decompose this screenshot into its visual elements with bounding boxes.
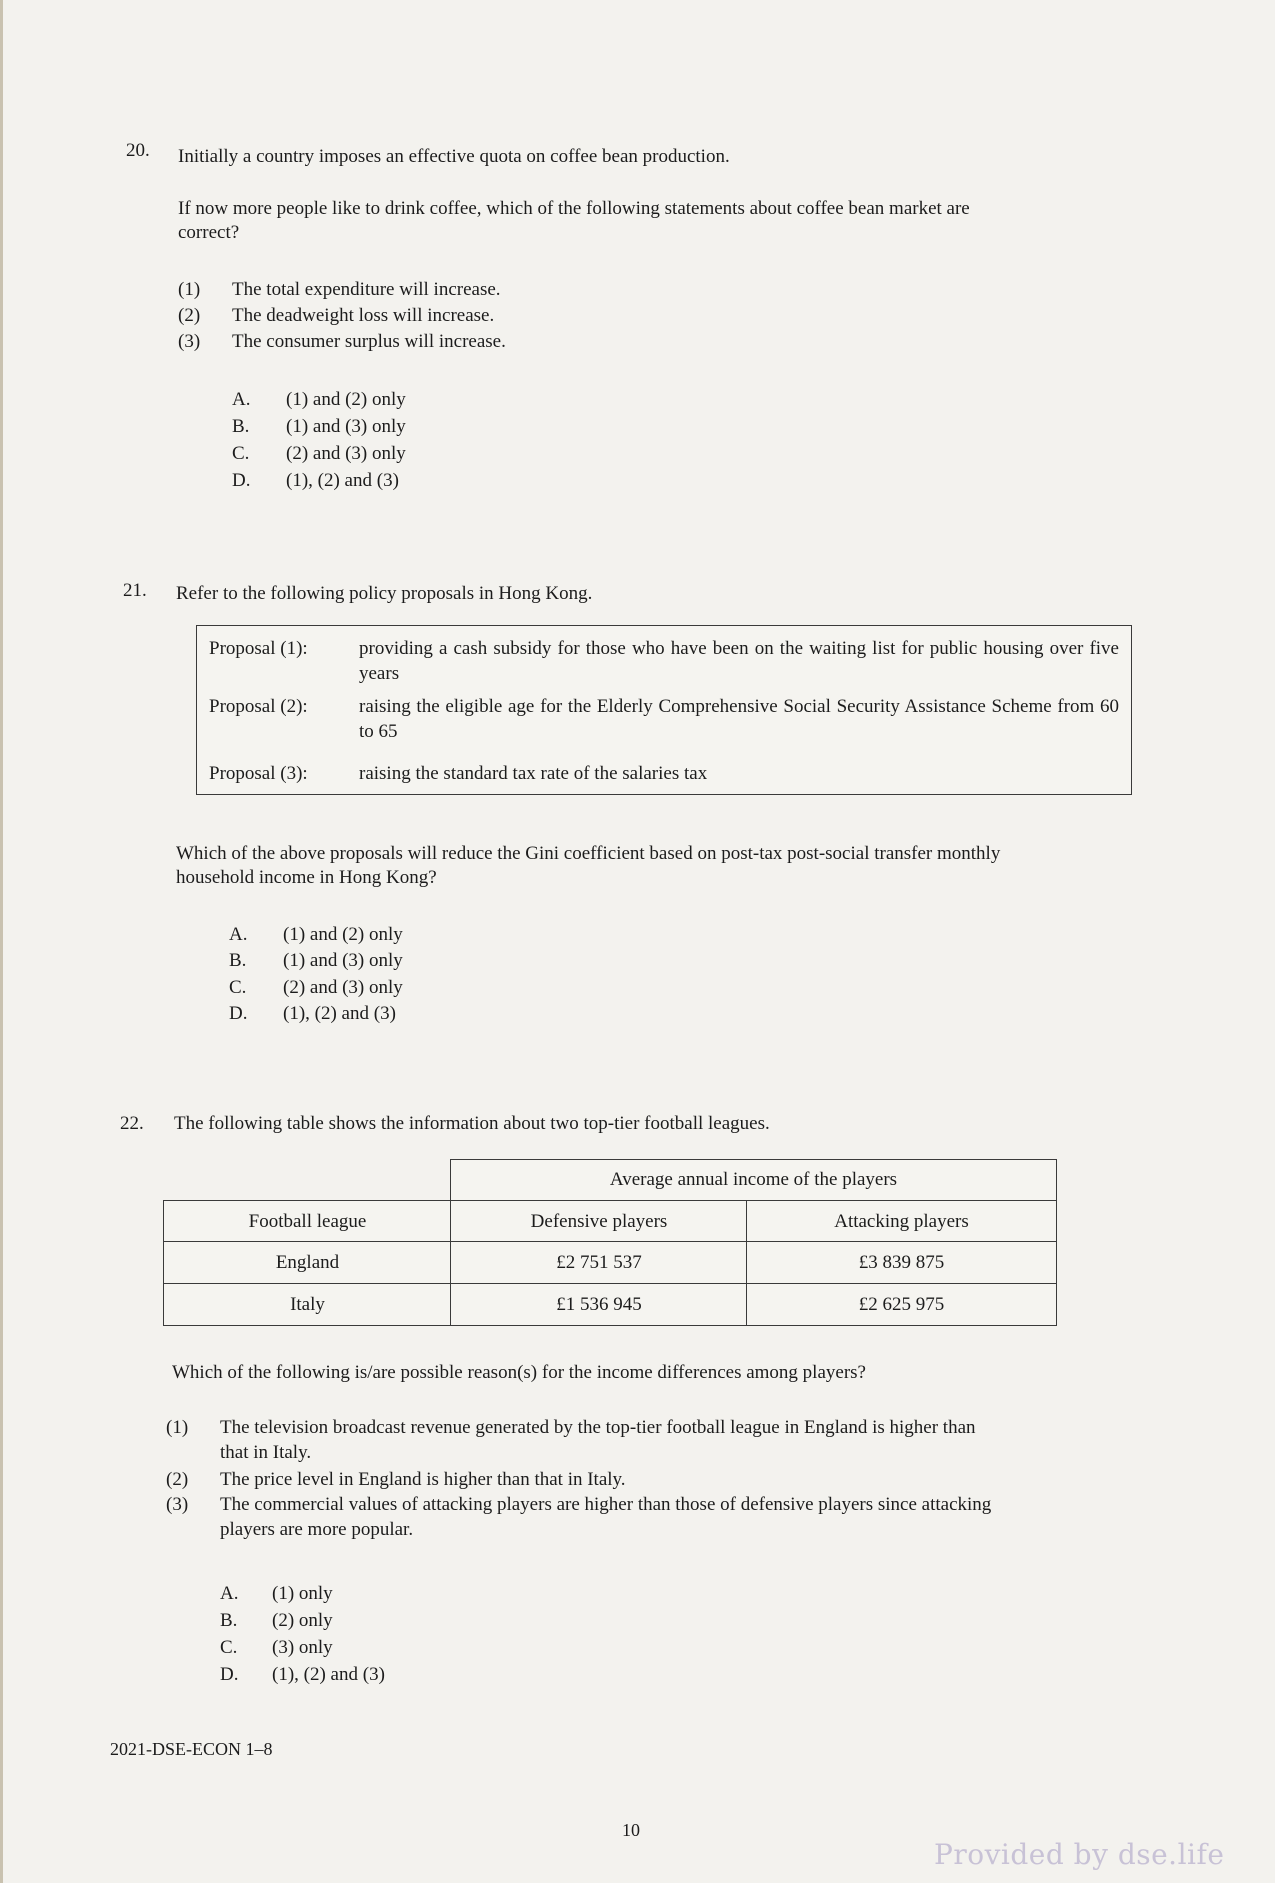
table-header: Defensive players bbox=[450, 1200, 748, 1243]
question-prompt: If now more people like to drink coffee, which of the following statements about coffee bean market are correct? bbox=[178, 198, 970, 243]
answer-option[interactable]: D. (1), (2) and (3) bbox=[220, 1664, 385, 1685]
question-stem: The following table shows the information about two top-tier football leagues. bbox=[174, 1113, 770, 1134]
table-cell: Italy bbox=[163, 1283, 452, 1326]
watermark-text: Provided by dse.life bbox=[934, 1838, 1225, 1871]
football-table bbox=[163, 1159, 1057, 1332]
answer-option[interactable]: B. (1) and (3) only bbox=[232, 416, 406, 437]
answer-option[interactable]: D. (1), (2) and (3) bbox=[232, 470, 399, 491]
answer-option[interactable]: C. (3) only bbox=[220, 1637, 333, 1658]
statement: (3) The consumer surplus will increase. bbox=[178, 331, 506, 352]
table-header: Football league bbox=[163, 1200, 452, 1243]
question-stem: Refer to the following policy proposals in Hong Kong. bbox=[176, 583, 593, 604]
table-cell: £2 751 537 bbox=[450, 1241, 748, 1285]
statement: (1) The television broadcast revenue generated by the top-tier football league in England is higher than that in Italy. bbox=[166, 1417, 976, 1463]
paper-code: 2021-DSE-ECON 1–8 bbox=[110, 1739, 273, 1759]
page-edge bbox=[0, 0, 3, 1883]
proposals-box bbox=[196, 625, 1132, 795]
proposal-row: Proposal (2): raising the eligible age for the Elderly Comprehensive Social Security Assistance Scheme from 60 to 65 bbox=[209, 696, 1119, 742]
statement: (2) The price level in England is higher than that in Italy. bbox=[166, 1469, 626, 1490]
answer-option[interactable]: C. (2) and (3) only bbox=[229, 977, 403, 998]
table-group-header: Average annual income of the players bbox=[450, 1159, 1057, 1201]
statement: (1) The total expenditure will increase. bbox=[178, 279, 501, 300]
answer-option[interactable]: C. (2) and (3) only bbox=[232, 443, 406, 464]
proposal-row: Proposal (1): providing a cash subsidy for those who have been on the waiting list for public housing over five years bbox=[209, 638, 1119, 684]
question-prompt: Which of the above proposals will reduce the Gini coefficient based on post-tax post-social transfer monthly household income in Hong Kong? bbox=[176, 843, 1001, 888]
table-cell: £2 625 975 bbox=[746, 1283, 1057, 1326]
answer-option[interactable]: B. (1) and (3) only bbox=[229, 950, 403, 971]
statement: (2) The deadweight loss will increase. bbox=[178, 305, 495, 326]
table-cell: England bbox=[163, 1241, 452, 1285]
question-number: 20. bbox=[126, 140, 150, 161]
question-number: 21. bbox=[123, 580, 147, 601]
question-stem: Initially a country imposes an effective quota on coffee bean production. bbox=[178, 146, 730, 167]
answer-option[interactable]: B. (2) only bbox=[220, 1610, 333, 1631]
answer-option[interactable]: A. (1) only bbox=[220, 1583, 333, 1604]
table-header: Attacking players bbox=[746, 1200, 1057, 1243]
answer-option[interactable]: A. (1) and (2) only bbox=[229, 924, 403, 945]
question-prompt: Which of the following is/are possible reason(s) for the income differences among players? bbox=[172, 1362, 866, 1383]
table-cell: £3 839 875 bbox=[746, 1241, 1057, 1285]
question-number: 22. bbox=[120, 1113, 144, 1134]
table-cell: £1 536 945 bbox=[450, 1283, 748, 1326]
statement: (3) The commercial values of attacking players are higher than those of defensive players since attacking players are more popular. bbox=[166, 1494, 992, 1540]
answer-option[interactable]: D. (1), (2) and (3) bbox=[229, 1003, 396, 1024]
proposal-row: Proposal (3): raising the standard tax rate of the salaries tax bbox=[209, 763, 708, 784]
page-number: 10 bbox=[622, 1820, 640, 1840]
answer-option[interactable]: A. (1) and (2) only bbox=[232, 389, 406, 410]
